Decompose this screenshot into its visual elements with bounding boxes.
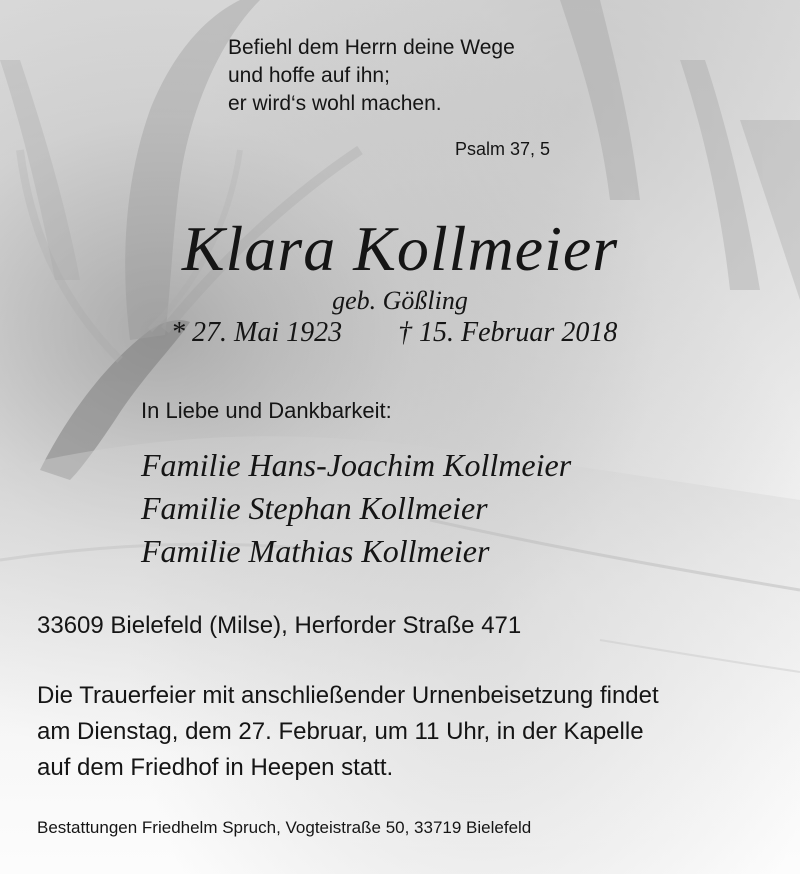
birth-date: * 27. Mai 1923 <box>171 317 343 348</box>
maiden-name: geb. Gößling <box>332 286 468 315</box>
family-address: 33609 Bielefeld (Milse), Herforder Straße 471 <box>37 612 522 639</box>
family-name: Familie Stephan Kollmeier <box>141 490 488 526</box>
funeral-details-line: am Dienstag, dem 27. Februar, um 11 Uhr, in der Kapelle <box>37 718 644 745</box>
family-list <box>141 444 571 573</box>
life-dates <box>0 317 800 357</box>
verse-reference: Psalm 37, 5 <box>455 139 551 159</box>
verse-line: er wird‘s wohl machen. <box>228 92 442 115</box>
deceased-name: Klara Kollmeier <box>181 213 619 284</box>
bible-verse <box>228 34 648 118</box>
verse-line: und hoffe auf ihn; <box>228 64 390 87</box>
funeral-details <box>37 678 777 786</box>
funeral-details-line: auf dem Friedhof in Heepen statt. <box>37 754 394 781</box>
family-name: Familie Mathias Kollmeier <box>141 533 490 569</box>
mourners-intro: In Liebe und Dankbarkeit: <box>141 398 392 423</box>
death-date: † 15. Februar 2018 <box>398 317 618 348</box>
verse-line: Befiehl dem Herrn deine Wege <box>228 36 515 59</box>
funeral-details-line: Die Trauerfeier mit anschließender Urnenbeisetzung findet <box>37 682 659 709</box>
undertaker-info: Bestattungen Friedhelm Spruch, Vogteistraße 50, 33719 Bielefeld <box>37 818 532 837</box>
family-name: Familie Hans-Joachim Kollmeier <box>141 447 572 483</box>
